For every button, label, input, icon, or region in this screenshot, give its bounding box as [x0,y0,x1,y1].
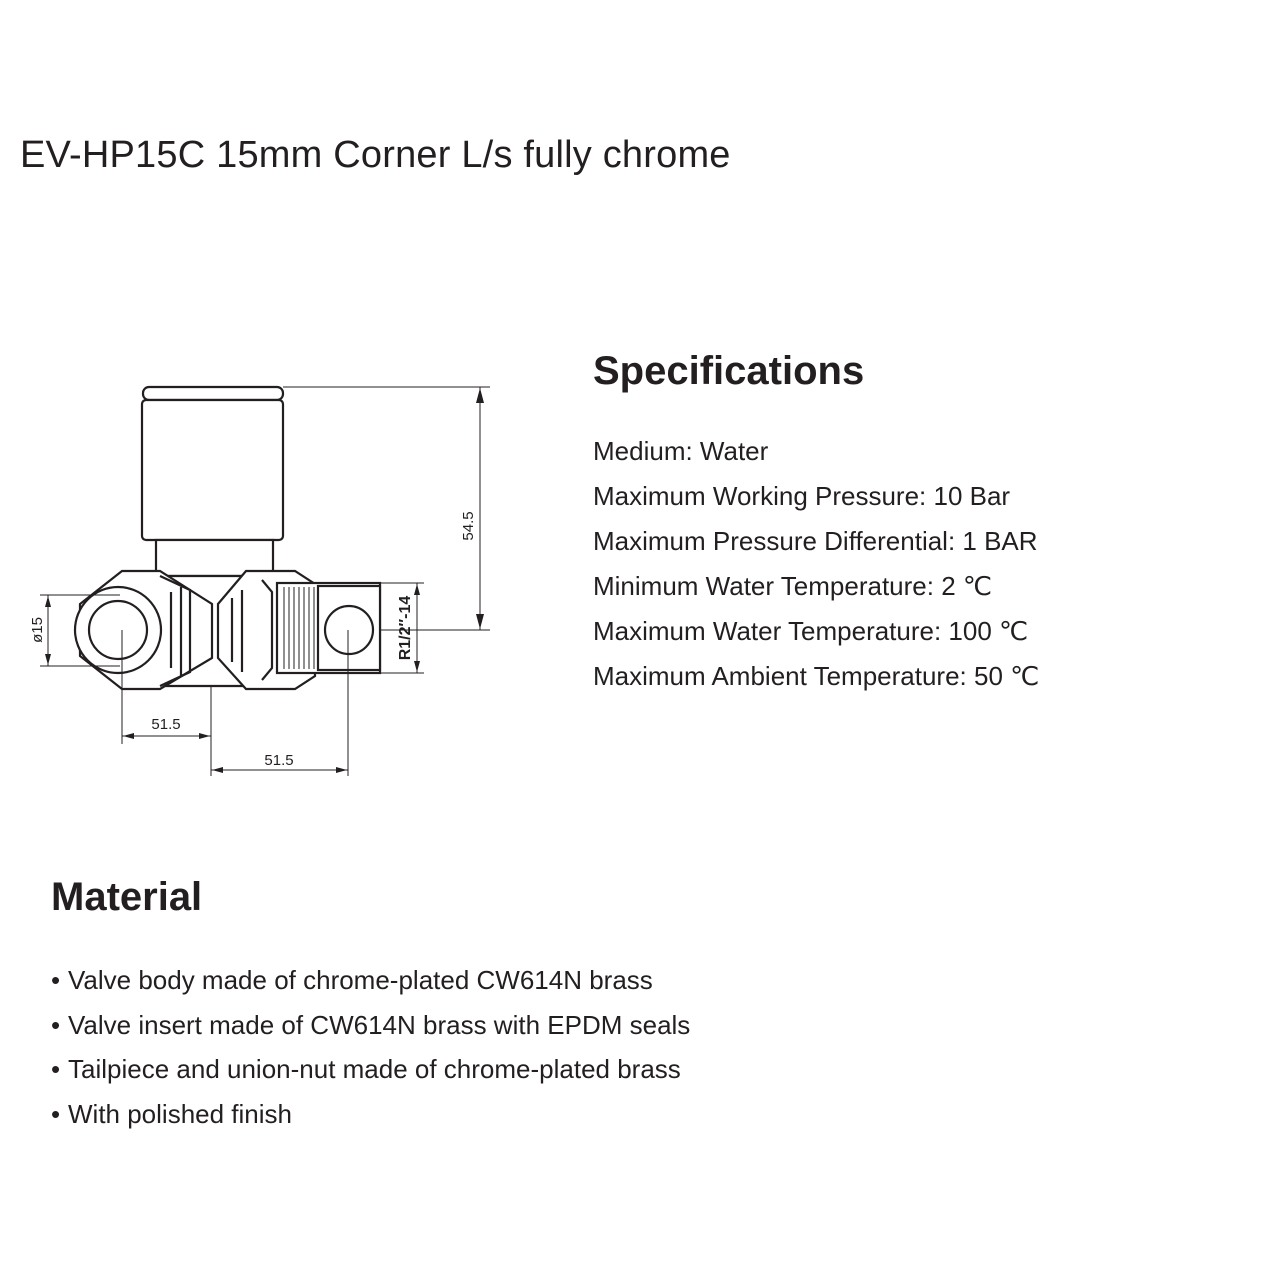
material-item-valve-body: • Valve body made of chrome-plated CW614N brass [51,962,690,1007]
spec-item-min-water-temp: Minimum Water Temperature: 2 ℃ [593,571,993,601]
arrow-left-icon [212,767,223,773]
arrow-down-icon [45,654,51,665]
left-pipe-bore [89,601,147,659]
right-pipe-bore [325,606,373,654]
arrow-right-icon [199,733,210,739]
arrow-down-icon [414,661,420,672]
arrow-left-icon [123,733,134,739]
dim-diameter-label: ø15 [29,617,46,643]
spec-item-pressure-differential: Maximum Pressure Differential: 1 BAR [593,526,1038,556]
thread-lines [284,587,314,669]
specifications-list [593,433,1039,703]
dim-width-right-label: 51.5 [264,752,294,769]
material-item-tailpiece: • Tailpiece and union-nut made of chrome-plated brass [51,1051,690,1096]
valve-cap-top [143,387,283,400]
material-item-valve-insert: • Valve insert made of CW614N brass with EPDM seals [51,1007,690,1052]
specifications-heading: Specifications [593,349,865,393]
arrow-down-icon [476,614,484,629]
dim-thread-label: R1/2″-14 [397,595,414,661]
page-title: EV-HP15C 15mm Corner L/s fully chrome [20,134,731,176]
dim-width-left-label: 51.5 [151,716,181,733]
arrow-up-icon [45,596,51,607]
material-item-finish: • With polished finish [51,1096,690,1141]
spec-item-max-water-temp: Maximum Water Temperature: 100 ℃ [593,616,1029,646]
material-heading: Material [51,875,203,919]
valve-cap [142,400,283,540]
spec-item-working-pressure: Maximum Working Pressure: 10 Bar [593,481,1011,511]
spec-item-max-ambient-temp: Maximum Ambient Temperature: 50 ℃ [593,661,1040,691]
arrow-right-icon [336,767,347,773]
material-list [51,962,690,1140]
arrow-up-icon [414,584,420,595]
spec-item-medium: Medium: Water [593,436,769,466]
arrow-up-icon [476,388,484,403]
dim-height-label: 54.5 [460,511,477,541]
valve-technical-drawing [0,0,640,820]
